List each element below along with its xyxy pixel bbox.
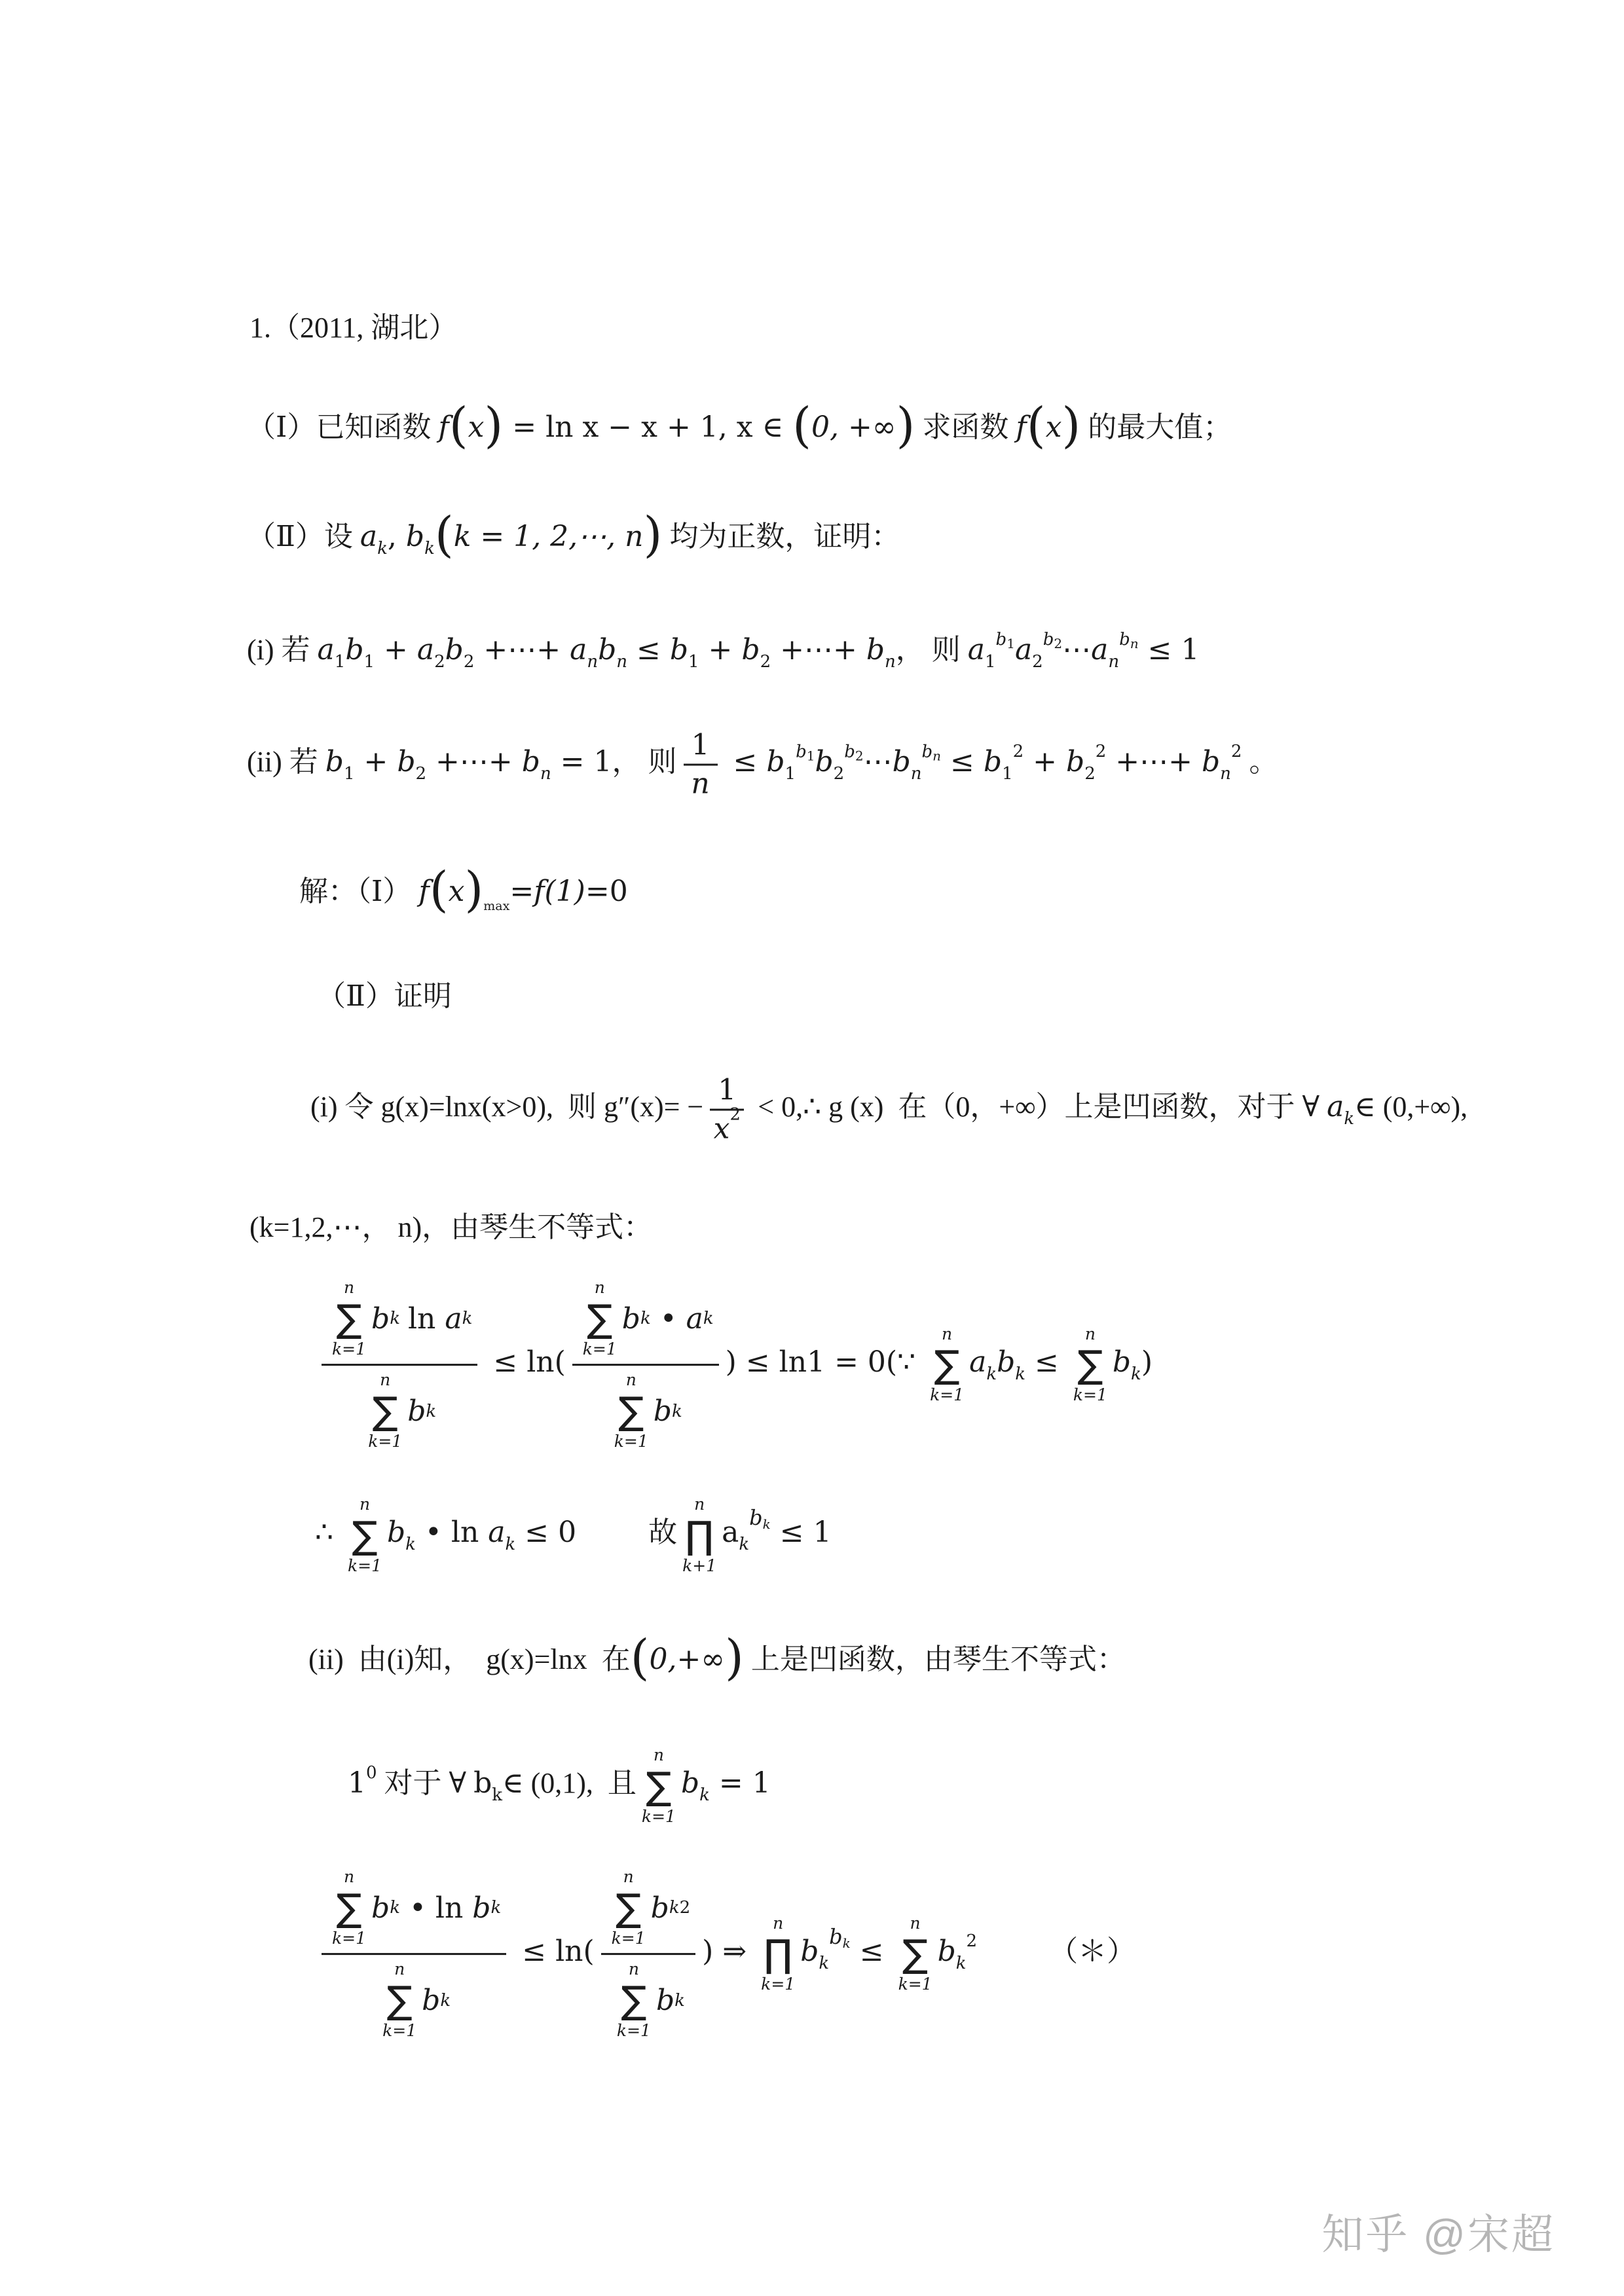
therefore-symbol: ∴ [315,1516,342,1550]
product-upper-limit: n [773,1913,784,1933]
sum-lower-limit: k=1 [332,1339,367,1358]
math-var: b [892,745,911,779]
math-var: b [422,1984,441,2018]
numerator: 1 [710,1076,744,1111]
sigma-icon: ∑ [336,1885,362,1930]
subscript: 1 [985,652,996,672]
sum-lower-limit: k=1 [614,1432,648,1451]
part-2-setup [218,479,900,588]
superscript [921,742,942,764]
math-var: b [1066,745,1085,779]
watermark [1321,2201,1555,2261]
math-var: b [621,1302,640,1336]
big-paren: ( [449,397,468,454]
text-run: （Ⅰ）已知函数 [247,411,439,443]
sum-operator [614,1372,648,1451]
math-var: b [407,1394,426,1429]
jensen-inequality-2 [286,1834,1135,2074]
sum-lower-limit: k=1 [347,1556,382,1575]
numerator: n ∑ k=1 b k • a k [572,1279,719,1366]
product-lower-limit: k=1 [761,1975,796,1994]
subscript: k [842,1935,851,1952]
big-paren: ) [484,397,504,454]
sum-operator [583,1279,617,1358]
text-run: 的最大值； [1080,411,1232,443]
subscript: n [885,652,896,672]
text-run: 解：（Ⅰ） [299,875,419,907]
math-var: b [1112,1345,1132,1379]
text-run: (ii) 若 [247,746,325,778]
text-run: (ii) 由(i)知， g(x)=lnx 在 [308,1643,631,1675]
superscript: 2 [966,1931,978,1952]
math-var: b [1202,745,1221,779]
subscript: 1 [806,748,815,764]
text-run: (i) 令 g(x)=lnx(x>0), 则 g″(x)= − [310,1091,704,1123]
math-op: ln [407,1302,445,1336]
text-run: (k=1,2,⋯， n)，由琴生不等式： [249,1211,653,1243]
math-run: f(1) [534,875,585,908]
subscript: 2 [463,652,475,672]
text-run: ， 则 [895,634,968,666]
solution-part-1 [270,834,628,943]
math-var: a [1091,633,1109,666]
superscript [749,1505,771,1533]
denominator: n [691,767,710,801]
math-var: b [800,1935,819,1969]
sigma-icon: ∑ [616,1885,642,1930]
text-run: ∈ (0,+∞), [1354,1091,1468,1123]
math-var: a [686,1302,703,1336]
math-op: +⋯+ [426,745,522,779]
math-op: ≤ [627,633,670,666]
superscript: 2 [1230,742,1242,762]
denominator: n ∑ k=1 b k [382,1959,451,2041]
sum-operator [898,1914,932,1994]
sum-upper-limit: n [594,1278,605,1298]
math-var: b [866,633,885,666]
big-paren: ) [896,397,915,454]
subscript: n [932,748,942,764]
sum-upper-limit: n [910,1913,921,1933]
sigma-icon: ∑ [372,1389,398,1434]
subscript: k [986,1364,997,1385]
subscript: 1 [343,764,355,784]
numerator: n ∑ k=1 b k • ln b k [322,1868,506,1955]
sum-lower-limit: k=1 [582,1339,617,1358]
text-run: 上是凹函数，由琴生不等式： [743,1643,1126,1675]
math-op: = 1 [709,1766,771,1800]
math-op: ⋯ [863,745,893,779]
superscript [996,630,1015,649]
math-var: a [1327,1090,1344,1124]
math-op: ≤ [941,745,984,779]
superscript [829,1924,851,1952]
subscript: k [819,1954,830,1974]
math-var: b [669,633,689,666]
sum-lower-limit: k=1 [382,2021,417,2041]
text-run: 求函数 [915,411,1016,443]
subscript: 2 [1084,764,1096,784]
math-op: ≤ [724,745,767,779]
sum-lower-limit: k=1 [641,1806,676,1826]
math-var: b [815,745,834,779]
sigma-icon: ∑ [621,1978,647,2023]
math-op: +⋯+ [474,633,570,666]
fraction [684,728,718,801]
fraction [710,1073,744,1146]
math-op: = 1 [551,745,612,779]
math-var: b [1119,630,1130,649]
problem-number-text: 1.（2011, 湖北） [249,312,458,344]
math-var: a [445,1302,462,1336]
superscript [1043,630,1062,649]
subscript: n [587,652,599,672]
big-paren: ( [434,507,454,563]
math-op: + [699,633,742,666]
big-paren: ) [464,862,484,918]
sum-upper-limit: n [623,1867,634,1887]
fraction [322,1868,506,2041]
math-var: a [488,1516,506,1550]
sum-operator [368,1372,402,1451]
text-run: （Ⅱ）设 [247,520,360,553]
sigma-icon: ∑ [1077,1342,1103,1387]
sigma-icon: ∑ [902,1931,929,1977]
conclusion-i [286,1462,832,1609]
big-paren: ) [643,507,663,563]
math-op: ln [451,1516,489,1550]
text-run: (i) 若 [247,634,318,666]
part-1-statement [218,370,1232,479]
math-var: a [722,1516,739,1550]
math-var: b [371,1891,390,1925]
pi-icon: ∏ [764,1931,793,1977]
subscript: k [377,539,388,558]
subscript: k [492,1785,503,1806]
sum-upper-limit: n [394,1959,405,1979]
sum-upper-limit: n [653,1745,664,1764]
math-var: b [325,745,344,779]
problem-number [221,270,457,379]
text-run: 故 [648,1516,678,1549]
jensen-inequality-1 [286,1245,1153,1485]
subscript: k [762,1516,771,1533]
math-var: b [995,630,1007,649]
denominator: n ∑ k=1 b k [368,1370,437,1451]
math-var: b [983,745,1003,779]
case-number: 1 [348,1766,366,1800]
math-op: ≤ ln( [484,1345,566,1379]
big-paren: ( [792,397,812,454]
math-var: b [345,633,364,666]
math-var: a [570,633,587,666]
math-run: = ln x − x + 1, x ∈ [503,410,793,444]
star-label: （＊） [1049,1935,1136,1968]
math-op: ≤ ln( [513,1935,595,1969]
subscript: 1 [1002,764,1013,784]
text-run: ∈ (0,1), 且 [502,1767,637,1800]
subscript: 1 [334,652,346,672]
math-op: +⋯+ [1106,745,1202,779]
sigma-icon: ∑ [587,1296,613,1341]
claim-ii [218,698,1278,832]
math-op: ≤ [850,1935,893,1969]
subscript: 1 [363,652,375,672]
superscript: 2 [729,1104,741,1125]
sum-lower-limit: k=1 [332,1928,367,1948]
product-lower-limit: k+1 [682,1556,717,1575]
sum-upper-limit: n [942,1324,953,1343]
text-run: 。 [1242,746,1278,778]
sum-operator [930,1325,964,1405]
math-var: b [473,1766,492,1800]
sum-operator [332,1868,366,1948]
superscript [844,742,864,764]
sum-operator [612,1868,646,1948]
sum-upper-limit: n [359,1494,371,1514]
subscript: k [505,1535,516,1555]
math-run: k = 1, 2,⋯, n [453,520,644,553]
math-var: a [416,633,435,666]
math-var: f [1016,410,1027,444]
big-paren: ( [429,862,449,918]
fraction [572,1279,719,1451]
math-var: x [713,1112,730,1146]
subscript: 2 [760,652,771,672]
math-var: b [521,745,540,779]
subscript: 2 [1054,636,1063,651]
math-var: x [468,410,485,444]
superscript [796,742,815,764]
product-operator [761,1914,795,1994]
math-var: b [741,633,760,666]
numerator: n ∑ k=1 b k 2 [601,1868,696,1955]
sum-operator [332,1279,366,1358]
sum-lower-limit: k=1 [611,1928,646,1948]
math-var: x [448,875,465,908]
math-var: a [967,633,985,666]
math-var: b [749,1505,763,1531]
big-paren: ) [1061,397,1081,454]
math-var: f [418,875,430,908]
math-var: b [1043,630,1054,649]
sum-upper-limit: n [625,1370,637,1390]
math-var: b [796,742,807,762]
sum-lower-limit: k=1 [1073,1385,1107,1405]
math-var: b [766,745,785,779]
subscript: 1 [1006,636,1015,651]
subscript: k [424,539,435,558]
subscript: k [1131,1364,1141,1385]
math-var: a [969,1345,987,1379]
math-op: ≤ [1025,1345,1068,1379]
math-op: ) [1141,1345,1153,1379]
text-run: 对于 ∀ [377,1767,474,1800]
subscript: 2 [434,652,445,672]
denominator [713,1104,741,1146]
math-var: a [317,633,335,666]
subscript: k [1015,1364,1026,1385]
sum-upper-limit: n [380,1370,391,1390]
product-operator [682,1495,716,1575]
denominator: n ∑ k=1 b k [614,1370,682,1451]
math-op: + [1024,745,1067,779]
sum-operator [642,1746,676,1826]
sigma-icon: ∑ [336,1296,362,1341]
superscript: 2 [1012,742,1024,762]
math-var: b [397,745,416,779]
sum-upper-limit: n [343,1867,355,1887]
subscript: k [739,1535,750,1555]
superscript [1119,630,1139,649]
math-var: b [937,1935,956,1969]
math-var: f [438,410,449,444]
math-op: = [509,875,534,908]
subscript: k [405,1535,416,1555]
text-run: （Ⅱ）证明 [317,980,452,1012]
fraction [601,1868,696,2041]
subscript: 2 [415,764,427,784]
sum-operator [1073,1325,1107,1405]
math-var: b [445,633,464,666]
subscript: k [1344,1109,1355,1129]
math-var: b [844,742,855,762]
math-op: ≤ 1 [770,1516,832,1550]
math-var: b [829,1924,843,1950]
text-run: 均为正数，证明： [662,520,900,553]
proof-ii-line [280,1602,1126,1711]
subscript: 2 [855,748,864,764]
math-op: ln [435,1891,473,1925]
sum-upper-limit: n [343,1278,355,1298]
math-run: , [387,520,406,553]
math-var: b [387,1516,406,1550]
subscript: k [955,1954,967,1974]
math-var: b [598,633,617,666]
math-var: x [1045,410,1062,444]
sigma-icon: ∑ [352,1512,378,1558]
sum-operator [382,1961,416,2041]
sum-lower-limit: k=1 [898,1975,932,1994]
subscript: 1 [784,764,796,784]
math-var: a [1014,633,1033,666]
subscript: n [1130,636,1139,651]
fraction [322,1279,477,1451]
subscript: 2 [833,764,845,784]
text-run: ， 则 [612,746,677,778]
big-paren: ( [630,1630,650,1686]
math-var: b [371,1302,390,1336]
math-op: + [375,633,417,666]
math-var: b [680,1766,700,1800]
math-var: b [472,1891,491,1925]
math-op: • [415,1516,451,1550]
proof-i-line [282,1043,1467,1177]
sum-upper-limit: n [1084,1324,1096,1343]
claim-i [218,592,1199,701]
numerator: n ∑ k=1 b k ln a k [322,1279,477,1366]
math-var: b [650,1891,669,1925]
subscript: 2 [1032,652,1043,672]
subscript: n [616,652,627,672]
sum-upper-limit: n [628,1959,639,1979]
subscript: n [1220,764,1231,784]
math-var: b [653,1394,672,1429]
math-op: • [650,1302,686,1336]
numerator: 1 [684,731,718,766]
math-var: b [405,520,425,553]
math-op: ⋯ [1062,633,1092,666]
product-upper-limit: n [694,1494,705,1514]
pi-icon: ∏ [685,1512,714,1558]
sigma-icon: ∑ [646,1763,672,1808]
math-op: +⋯+ [771,633,866,666]
sigma-icon: ∑ [386,1978,413,2023]
big-paren: ) [725,1630,744,1686]
math-var: b [655,1984,675,2018]
text-run: < 0,∴ g (x) 在（0，+∞）上是凹函数，对于 ∀ [750,1091,1327,1123]
math-op: ≤ 1 [1138,633,1200,666]
big-paren: ( [1026,397,1046,454]
sigma-icon: ∑ [934,1342,960,1387]
subscript: 1 [688,652,699,672]
math-var: b [997,1345,1016,1379]
solution-part-2-header [288,939,452,1048]
math-var: b [921,742,933,762]
subscript: k [699,1785,710,1806]
sum-operator [617,1961,651,2041]
sigma-icon: ∑ [618,1389,644,1434]
sum-operator [348,1495,382,1575]
math-op: =0 [585,875,628,908]
subscript-max: max [483,899,510,913]
math-op: ) ≤ ln1 = 0(∵ [725,1345,925,1379]
math-run: 0, +∞ [811,410,896,444]
math-op: ≤ 0 [515,1516,577,1550]
sum-lower-limit: k=1 [368,1432,403,1451]
superscript: 0 [366,1763,377,1783]
math-op: ) ⇒ [702,1935,756,1969]
math-op: • [399,1891,435,1925]
math-op: + [354,745,397,779]
subscript: n [540,764,551,784]
sum-lower-limit: k=1 [616,2021,651,2041]
math-run: 0,+∞ [649,1643,726,1676]
watermark-text: 知乎 @宋超 [1321,2211,1555,2258]
sum-lower-limit: k=1 [930,1385,965,1405]
math-var: a [360,520,378,553]
subscript: n [910,764,922,784]
superscript: 2 [1095,742,1107,762]
subscript: n [1108,652,1120,672]
denominator: n ∑ k=1 b k [616,1959,685,2041]
